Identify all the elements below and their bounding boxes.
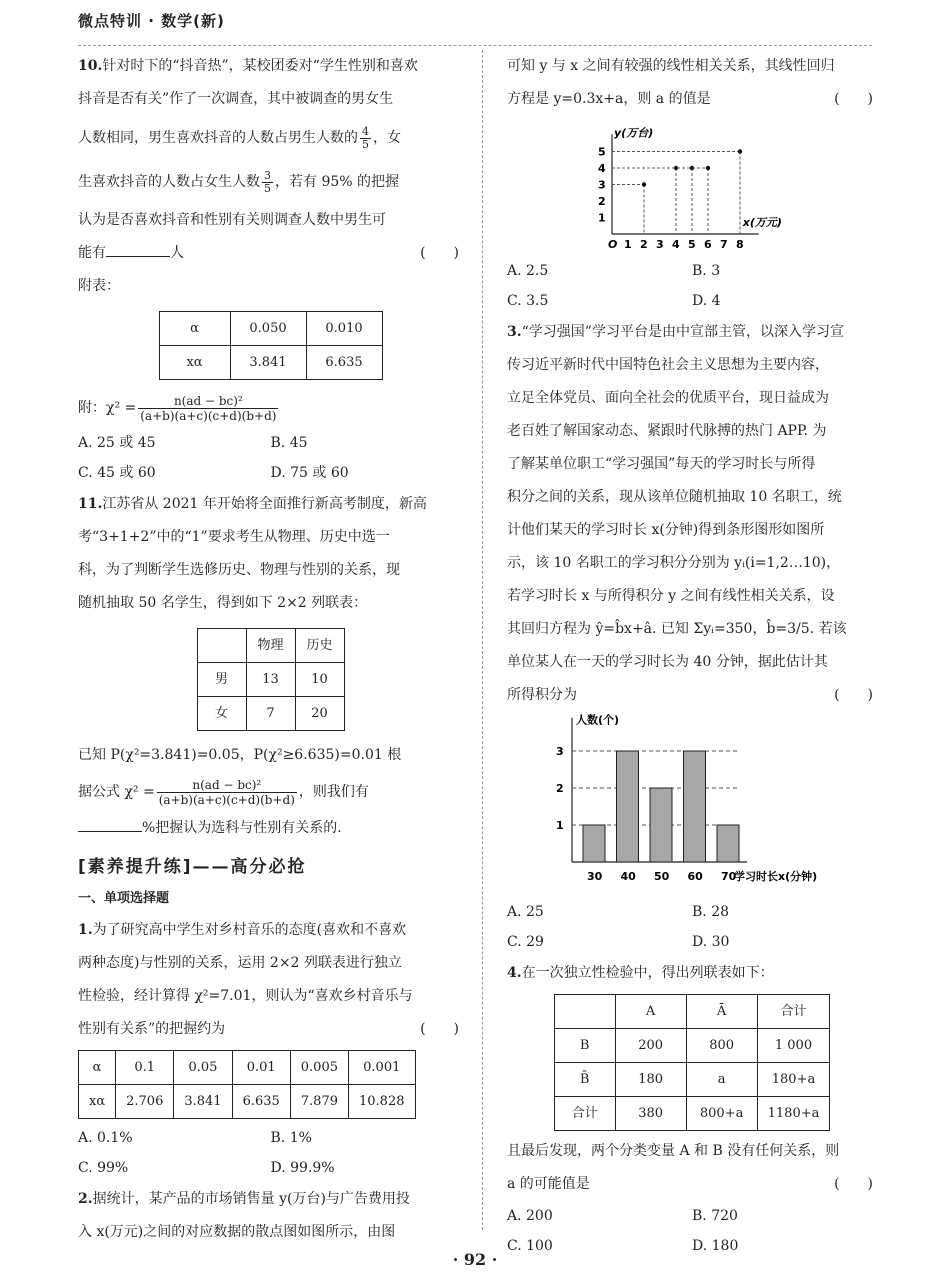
q3-line5: 了解某单位职工“学习强国”每天的学习时长与所得 xyxy=(507,456,816,472)
x-tick-label: 40 xyxy=(620,870,636,883)
option-c[interactable]: C. 100 xyxy=(507,1238,553,1254)
x-tick-label: 8 xyxy=(736,238,744,251)
fraction-3-5: $\frac{3}{5}$ xyxy=(264,168,271,195)
q11-line1: 11.江苏省从 2021 年开始将全面推行新高考制度，新高 xyxy=(78,496,427,512)
q10-options-1 xyxy=(78,428,463,458)
right-column xyxy=(507,50,877,1261)
bar xyxy=(583,825,605,862)
option-c[interactable]: C. 29 xyxy=(507,934,544,950)
option-b[interactable]: B. 45 xyxy=(270,435,308,451)
y-tick-label: 3 xyxy=(598,178,606,192)
x-tick-label: 50 xyxy=(654,870,670,883)
y-tick-label: 3 xyxy=(556,745,564,758)
scatter-plot xyxy=(507,116,877,256)
option-c[interactable]: C. 45 或 60 xyxy=(78,465,156,481)
x-tick-label: 2 xyxy=(640,238,648,251)
option-d[interactable]: D. 180 xyxy=(692,1238,739,1254)
x-tick-label: O xyxy=(608,238,618,251)
header-rule xyxy=(78,45,872,46)
y-tick-label: 1 xyxy=(598,211,606,225)
x-tick-label: 60 xyxy=(687,870,703,883)
y-tick-label: 4 xyxy=(598,162,606,175)
option-d[interactable]: D. 4 xyxy=(692,293,721,309)
q1-line4: 性别有关系”的把握约为 ( ) xyxy=(78,1021,459,1037)
q3-line10: 其回归方程为 ŷ=b̂x+â. 已知 Σyᵢ=350，b̂=3/5. 若该 xyxy=(507,621,847,637)
q11-line3: 科，为了判断学生选修历史、物理与性别的关系，现 xyxy=(78,562,400,578)
q1-line3: 性检验，经计算得 χ²=7.01，则认为“喜欢乡村音乐与 xyxy=(78,988,413,1004)
q3-options-1 xyxy=(507,897,877,927)
q10-line3: 人数相同，男生喜欢抖音的人数占男生人数的 $\frac{4}{5}$ ，女 xyxy=(78,124,401,151)
q3-line1: 3.“学习强国”学习平台是由中宣部主管，以深入学习宣 xyxy=(507,324,844,340)
q3-line9: 若学习时长 x 与所得积分 y 之间有线性相关关系，设 xyxy=(507,588,835,604)
x-tick-label: 30 xyxy=(587,870,603,883)
x-tick-label: 6 xyxy=(704,238,712,251)
option-d[interactable]: D. 75 或 60 xyxy=(270,465,349,481)
q11-contingency-table: 物理 历史 男 13 10 女 7 20 xyxy=(197,628,345,731)
y-tick-label: 5 xyxy=(598,145,606,159)
option-a[interactable]: A. 25 xyxy=(507,904,544,920)
x-axis-label: 学习时长x(分钟) xyxy=(734,870,818,883)
option-c[interactable]: C. 99% xyxy=(78,1160,129,1176)
q1-line2: 两种态度)与性别的关系，运用 2×2 列联表进行独立 xyxy=(78,955,402,971)
option-b[interactable]: B. 720 xyxy=(692,1208,738,1224)
q10-attach: 附表： xyxy=(78,278,120,294)
data-point xyxy=(706,166,710,170)
option-b[interactable]: B. 1% xyxy=(270,1130,312,1146)
q4-line2: 且最后发现，两个分类变量 A 和 B 没有任何关系，则 xyxy=(507,1143,840,1159)
x-axis-label: x(万元) xyxy=(742,216,782,229)
q2-line2: 入 x(万元)之间的对应数据的散点图如图所示，由图 xyxy=(78,1224,396,1240)
option-d[interactable]: D. 99.9% xyxy=(270,1160,335,1176)
bar xyxy=(617,751,639,862)
q10-line2: 抖音是否有关”作了一次调查，其中被调查的男女生 xyxy=(78,91,394,107)
x-tick-label: 1 xyxy=(624,238,632,251)
option-b[interactable]: B. 28 xyxy=(692,904,730,920)
q10-line1: 10.针对时下的“抖音热”，某校团委对“学生性别和喜欢 xyxy=(78,58,418,74)
data-point xyxy=(738,149,742,153)
q1-options-1 xyxy=(78,1123,463,1153)
page-number: · 92 · xyxy=(452,1250,498,1269)
q3-line3: 立足全体党员、面向全社会的优质平台，现日益成为 xyxy=(507,390,829,406)
answer-blank[interactable] xyxy=(106,242,170,257)
q3-line8: 示，该 10 名职工的学习积分分别为 yᵢ(i=1,2…10)， xyxy=(507,555,841,571)
x-tick-label: 5 xyxy=(688,238,696,251)
q3-line4: 老百姓了解国家动态、紧跟时代脉搏的热门 APP. 为 xyxy=(507,423,827,439)
q2-options-1 xyxy=(507,256,877,286)
option-a[interactable]: A. 2.5 xyxy=(507,263,549,279)
bar xyxy=(684,751,706,862)
answer-blank[interactable] xyxy=(78,817,142,832)
q3-line7: 计他们某天的学习时长 x(分钟)得到条形图形如图所 xyxy=(507,522,825,538)
option-a[interactable]: A. 200 xyxy=(507,1208,553,1224)
q10-critical-table: α 0.050 0.010 xα 3.841 6.635 xyxy=(159,311,383,380)
y-axis-label: y(万台) xyxy=(614,126,654,140)
y-axis-label: 人数(个) xyxy=(576,713,620,727)
q3-options-2 xyxy=(507,927,877,957)
q11-line5: 已知 P(χ²=3.841)=0.05，P(χ²≥6.635)=0.01 根 xyxy=(78,747,402,763)
option-b[interactable]: B. 3 xyxy=(692,263,721,279)
y-tick-label: 2 xyxy=(598,195,606,208)
q10-line4: 生喜欢抖音的人数占女生人数 $\frac{3}{5}$ ，若有 95% 的把握 xyxy=(78,168,400,195)
q2-line3: 可知 y 与 x 之间有较强的线性相关关系，其线性回归 xyxy=(507,58,835,74)
q10-line6: 能有 人 ( ) xyxy=(78,237,463,270)
fraction-4-5: $\frac{4}{5}$ xyxy=(362,124,369,151)
q3-line12: 所得积分为 ( ) xyxy=(507,687,873,703)
q4-line3: a 的可能值是 ( ) xyxy=(507,1176,873,1192)
q11-line7: %把握认为选科与性别有关系的. xyxy=(78,812,463,845)
q2-line4: 方程是 y=0.3x+a，则 a 的值是 ( ) xyxy=(507,91,873,107)
option-d[interactable]: D. 30 xyxy=(692,934,730,950)
x-tick-label: 7 xyxy=(720,238,728,251)
q2-line1: 2.据统计，某产品的市场销售量 y(万台)与广告费用投 xyxy=(78,1191,410,1207)
bar xyxy=(650,788,672,862)
q3-line2: 传习近平新时代中国特色社会主义思想为主要内容， xyxy=(507,357,829,373)
x-tick-label: 70 xyxy=(721,870,737,883)
q4-contingency-table: A Ā 合计 B 200 800 1 000 B̄ 180 a 180+a 合计 380 800+a 1180+a xyxy=(554,994,831,1131)
q10-formula: 附：χ² = $\frac{\text{n(ad − bc)²}}{(a+b)(a+c)(c+d)(b+d)}$ xyxy=(78,393,277,423)
q11-line4: 随机抽取 50 名学生，得到如下 2×2 列联表： xyxy=(78,595,368,611)
x-tick-label: 4 xyxy=(672,238,680,251)
q1-critical-table: α 0.1 0.05 0.01 0.005 0.001 xα 2.706 3.841 6.635 7.879 10.828 xyxy=(78,1050,416,1119)
option-a[interactable]: A. 0.1% xyxy=(78,1130,133,1146)
q10-options-2 xyxy=(78,458,463,488)
left-column xyxy=(78,50,463,1249)
q1-line1: 1.为了研究高中学生对乡村音乐的态度(喜欢和不喜欢 xyxy=(78,922,407,938)
section-subtitle: 一、单项选择题 xyxy=(78,891,170,906)
q11-line2: 考“3+1+2”中的“1”要求考生从物理、历史中选一 xyxy=(78,529,390,545)
q1-options-2 xyxy=(78,1153,463,1183)
q4-options-1 xyxy=(507,1201,877,1231)
q3-line11: 单位某人在一天的学习时长为 40 分钟，据此估计其 xyxy=(507,654,828,670)
option-c[interactable]: C. 3.5 xyxy=(507,293,549,309)
y-tick-label: 2 xyxy=(556,782,564,795)
page-header: 微点特训 · 数学(新) xyxy=(78,12,225,30)
bar xyxy=(717,825,739,862)
q2-options-2 xyxy=(507,286,877,316)
bar-chart xyxy=(507,712,877,897)
q4-line1: 4.在一次独立性检验中，得出列联表如下： xyxy=(507,965,774,981)
q11-line6: 据公式 χ² = $\frac{\text{n(ad − bc)²}}{(a+b)(a+c)(c+d)(b+d)}$ ，则我们有 xyxy=(78,777,369,807)
section-title: [素养提升练]——高分必抢 xyxy=(78,857,307,877)
q3-line6: 积分之间的关系，现从该单位随机抽取 10 名职工，统 xyxy=(507,489,842,505)
data-point xyxy=(642,182,646,186)
x-tick-label: 3 xyxy=(656,238,664,251)
q10-line5: 认为是否喜欢抖音和性别有关则调查人数中男生可 xyxy=(78,212,386,228)
column-divider xyxy=(482,50,483,1230)
y-tick-label: 1 xyxy=(556,819,564,832)
option-a[interactable]: A. 25 或 45 xyxy=(78,435,156,451)
